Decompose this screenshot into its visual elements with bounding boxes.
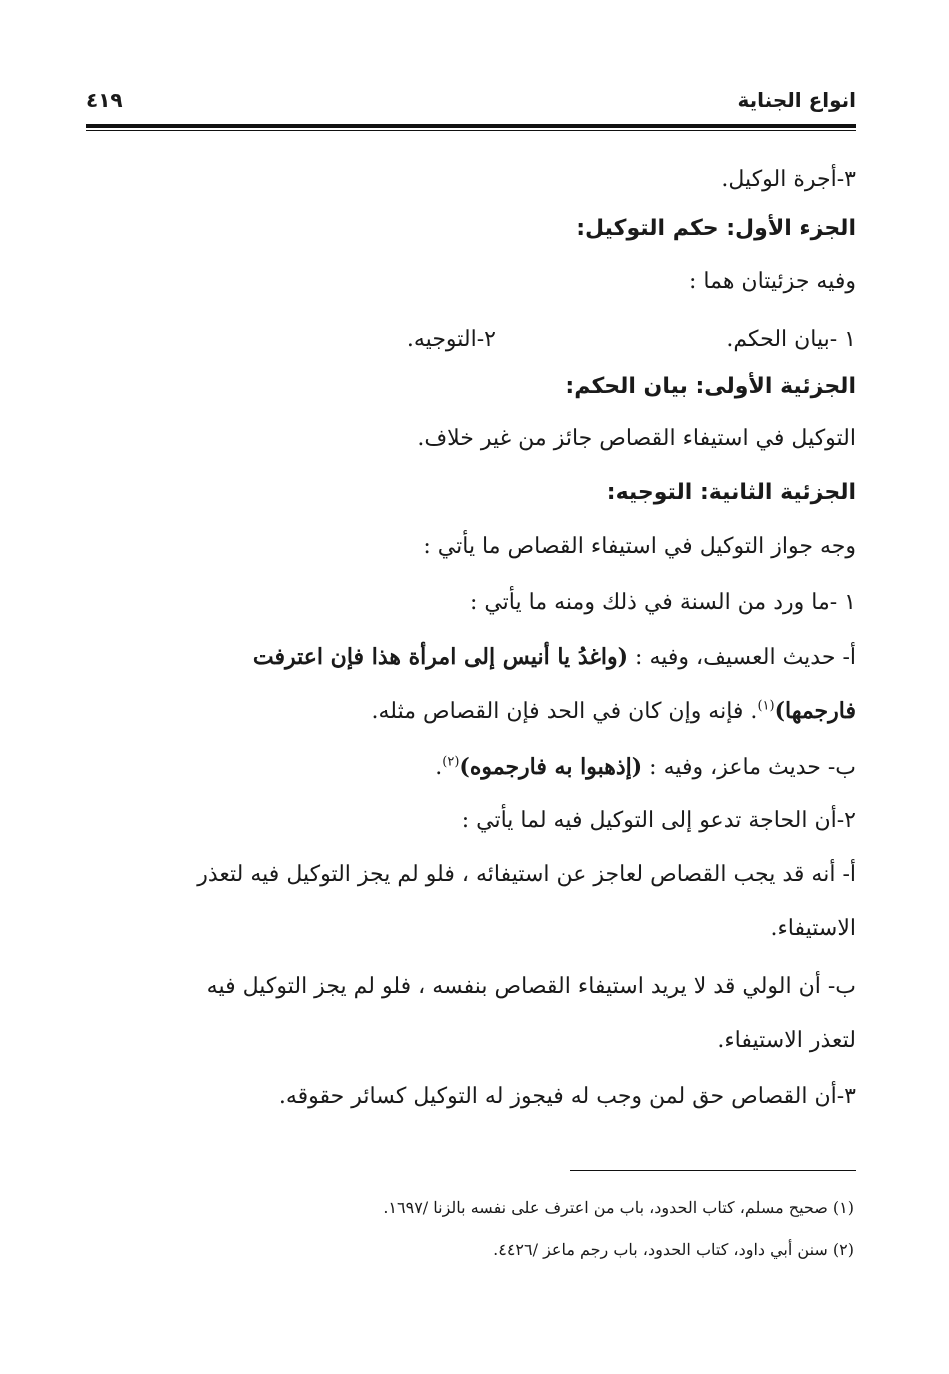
footnote-ref-1: (١) xyxy=(757,698,775,714)
header-rule-thick xyxy=(86,124,856,128)
hadith-quote-asif: (واغدُ يا أنيس إلى امرأة هذا فإن اعترفت xyxy=(252,644,629,670)
text-line-15: الاستيفاء. xyxy=(770,916,856,941)
list-item-justification: ٢-التوجيه. xyxy=(406,327,496,352)
header-rule-thin xyxy=(86,130,856,131)
text-line-18: ٣-أن القصاص حق لمن وجب له فيجوز له التوكيل كسائر حقوقه. xyxy=(278,1084,856,1109)
text-line-16: ب- أن الولي قد لا يريد استيفاء القصاص بنفسه ، فلو لم يجز التوكيل فيه xyxy=(206,974,856,999)
footnote-separator xyxy=(570,1170,856,1171)
text-line-6: التوكيل في استيفاء القصاص جائز من غير خلاف. xyxy=(417,426,856,451)
subsection-heading-justification: الجزئية الثانية: التوجيه: xyxy=(606,480,856,505)
subsection-heading-ruling: الجزئية الأولى: بيان الحكم: xyxy=(565,374,856,399)
footnote-1: (١) صحيح مسلم، كتاب الحدود، باب من اعترف على نفسه بالزنا /١٦٩٧. xyxy=(383,1198,854,1217)
text-line-9: ١ -ما ورد من السنة في ذلك ومنه ما يأتي : xyxy=(469,590,856,615)
list-item-ruling: ١ -بيان الحكم. xyxy=(726,327,856,352)
hadith-intro-asif: أ- حديث العسيف، وفيه : xyxy=(628,645,856,670)
section-heading-part-one: الجزء الأول: حكم التوكيل: xyxy=(576,216,856,241)
text-line-13: ٢-أن الحاجة تدعو إلى التوكيل فيه لما يأتي : xyxy=(461,808,856,833)
text-line-11-rest: . فإنه وإن كان في الحد فإن القصاص مثله. xyxy=(371,699,758,724)
text-line-12 xyxy=(435,752,856,783)
text-line-17: لتعذر الاستيفاء. xyxy=(717,1028,856,1053)
text-line-14: أ- أنه قد يجب القصاص لعاجز عن استيفائه ، فلو لم يجز التوكيل فيه لتعذر xyxy=(197,862,856,887)
page-number: ٤١٩ xyxy=(86,88,123,112)
hadith-intro-maiz: ب- حديث ماعز، وفيه : xyxy=(642,755,856,780)
hadith-quote-asif-end: فارجمها) xyxy=(774,698,856,724)
text-line-1: ٣-أجرة الوكيل. xyxy=(721,167,856,192)
hadith-quote-maiz: (إذهبوا به فارجموه) xyxy=(459,754,643,780)
text-line-12-end: . xyxy=(435,755,443,780)
two-column-list xyxy=(356,325,856,355)
running-title: انواع الجناية xyxy=(737,88,856,112)
footnote-ref-2: (٢) xyxy=(442,754,460,770)
text-line-11 xyxy=(372,696,856,727)
footnote-2: (٢) سنن أبي داود، كتاب الحدود، باب رجم ماعز /٤٤٢٦. xyxy=(493,1240,854,1259)
text-line-10 xyxy=(253,642,856,673)
text-line-3: وفيه جزئيتان هما : xyxy=(689,269,856,294)
text-line-8: وجه جواز التوكيل في استيفاء القصاص ما يأتي : xyxy=(423,534,856,559)
page-header xyxy=(86,88,856,124)
